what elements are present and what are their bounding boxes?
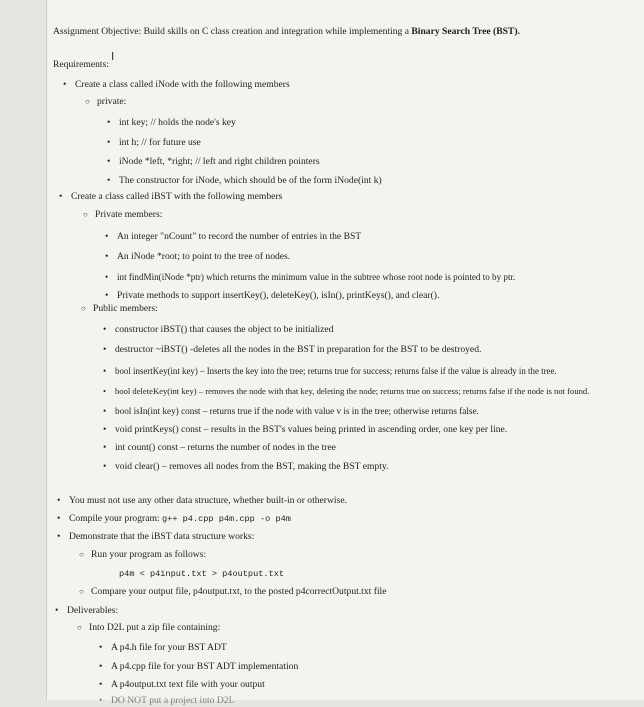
list-item: • You must not use any other data structure, whether built-in or otherwise. <box>57 495 347 506</box>
list-item: • Private methods to support insertKey(), deleteKey(), isIn(), printKeys(), and clear(). <box>105 290 440 301</box>
list-item: • void printKeys() const – results in the BST's values being printed in ascending order, one key per line. <box>103 424 508 435</box>
bullet-icon: • <box>103 406 107 416</box>
bullet-icon: • <box>107 175 111 186</box>
bullet-icon: • <box>99 679 103 690</box>
bullet-icon: • <box>63 79 67 90</box>
bullet-icon: • <box>103 424 107 435</box>
document-page <box>46 0 644 706</box>
list-item: • The constructor for iNode, which should be of the form iNode(int k) <box>107 175 382 186</box>
list-item: • bool insertKey(int key) – Inserts the key into the tree; returns true for success; returns false if the value is already in the tree. <box>103 366 557 376</box>
list-item: • int findMin(iNode *ptr) which returns the minimum value in the subtree whose root node is pointed to by ptr. <box>105 272 516 282</box>
bullet-icon: • <box>103 344 107 355</box>
bullet-icon: • <box>107 137 111 148</box>
compile-command: g++ p4.cpp p4m.cpp -o p4m <box>162 514 291 524</box>
bullet-icon: • <box>99 661 103 672</box>
list-item: • bool deleteKey(int key) – removes the node with that key, deleting the node; returns true on success; returns false if the node is not found. <box>103 386 590 396</box>
bullet-icon: • <box>103 366 107 376</box>
objective-text: Assignment Objective: Build skills on C class creation and integration while implementing a <box>53 26 412 37</box>
circle-bullet-icon: ○ <box>85 97 90 106</box>
list-item: • Deliverables: <box>55 605 119 616</box>
list-item: • int h; // for future use <box>107 137 201 148</box>
list-item: • An integer "nCount" to record the number of entries in the BST <box>105 231 362 242</box>
list-item: • void clear() – removes all nodes from the BST, making the BST empty. <box>103 461 389 472</box>
list-item: • Compile your program: g++ p4.cpp p4m.cpp -o p4m <box>57 513 291 524</box>
list-item: • A p4output.txt text file with your output <box>99 679 265 690</box>
list-item: ○ Private members: <box>83 209 163 220</box>
bullet-icon: • <box>105 251 109 262</box>
bullet-icon: • <box>99 642 103 653</box>
bullet-icon: • <box>103 386 107 396</box>
list-item: ○ private: <box>85 96 127 107</box>
bullet-icon: • <box>55 605 59 616</box>
circle-bullet-icon: ○ <box>79 587 84 596</box>
bullet-icon: • <box>103 324 107 335</box>
list-item: • int count() const – returns the number of nodes in the tree <box>103 442 336 453</box>
circle-bullet-icon: ○ <box>81 304 86 313</box>
list-item: • int key; // holds the node's key <box>107 117 236 128</box>
list-item: • Demonstrate that the iBST data structure works: <box>57 531 255 542</box>
list-item: • An iNode *root; to point to the tree of nodes. <box>105 251 291 262</box>
bullet-icon: • <box>105 231 109 242</box>
list-item: ○ Compare your output file, p4output.txt, to the posted p4correctOutput.txt file <box>79 586 387 597</box>
bullet-icon: • <box>103 461 107 472</box>
bullet-icon: • <box>105 290 109 301</box>
bullet-icon: • <box>57 531 61 542</box>
list-item: • DO NOT put a project into D2L <box>99 695 235 706</box>
list-item: • A p4.h file for your BST ADT <box>99 642 227 653</box>
circle-bullet-icon: ○ <box>79 550 84 559</box>
circle-bullet-icon: ○ <box>77 623 82 632</box>
bullet-icon: • <box>103 442 107 453</box>
list-item: • constructor iBST() that causes the object to be initialized <box>103 324 334 335</box>
bullet-icon: • <box>59 191 63 202</box>
text-cursor-icon: I <box>111 50 115 63</box>
run-command: p4m < p4input.txt > p4output.txt <box>119 569 285 579</box>
list-item: • bool isIn(int key) const – returns true if the node with value v is in the tree; otherwise returns false. <box>103 406 479 416</box>
list-item: • destructor ~iBST() -deletes all the nodes in the BST in preparation for the BST to be destroyed. <box>103 344 482 355</box>
circle-bullet-icon: ○ <box>83 210 88 219</box>
bullet-icon: • <box>105 272 109 282</box>
bullet-icon: • <box>57 513 61 524</box>
requirements-heading: Requirements: <box>53 59 109 70</box>
list-item: • A p4.cpp file for your BST ADT implementation <box>99 661 299 672</box>
objective-bold: Binary Search Tree (BST). <box>411 26 520 37</box>
bullet-icon: • <box>107 156 111 167</box>
list-item: • iNode *left, *right; // left and right children pointers <box>107 156 320 167</box>
list-item: • Create a class called iNode with the following members <box>63 79 290 90</box>
list-item: ○ Into D2L put a zip file containing: <box>77 622 221 633</box>
list-item: • Create a class called iBST with the following members <box>59 191 283 202</box>
list-item: ○ Public members: <box>81 303 158 314</box>
list-item: ○ Run your program as follows: <box>79 549 207 560</box>
bullet-icon: • <box>57 495 61 506</box>
bullet-icon: • <box>99 695 103 706</box>
bullet-icon: • <box>107 117 111 128</box>
assignment-objective <box>53 26 520 38</box>
